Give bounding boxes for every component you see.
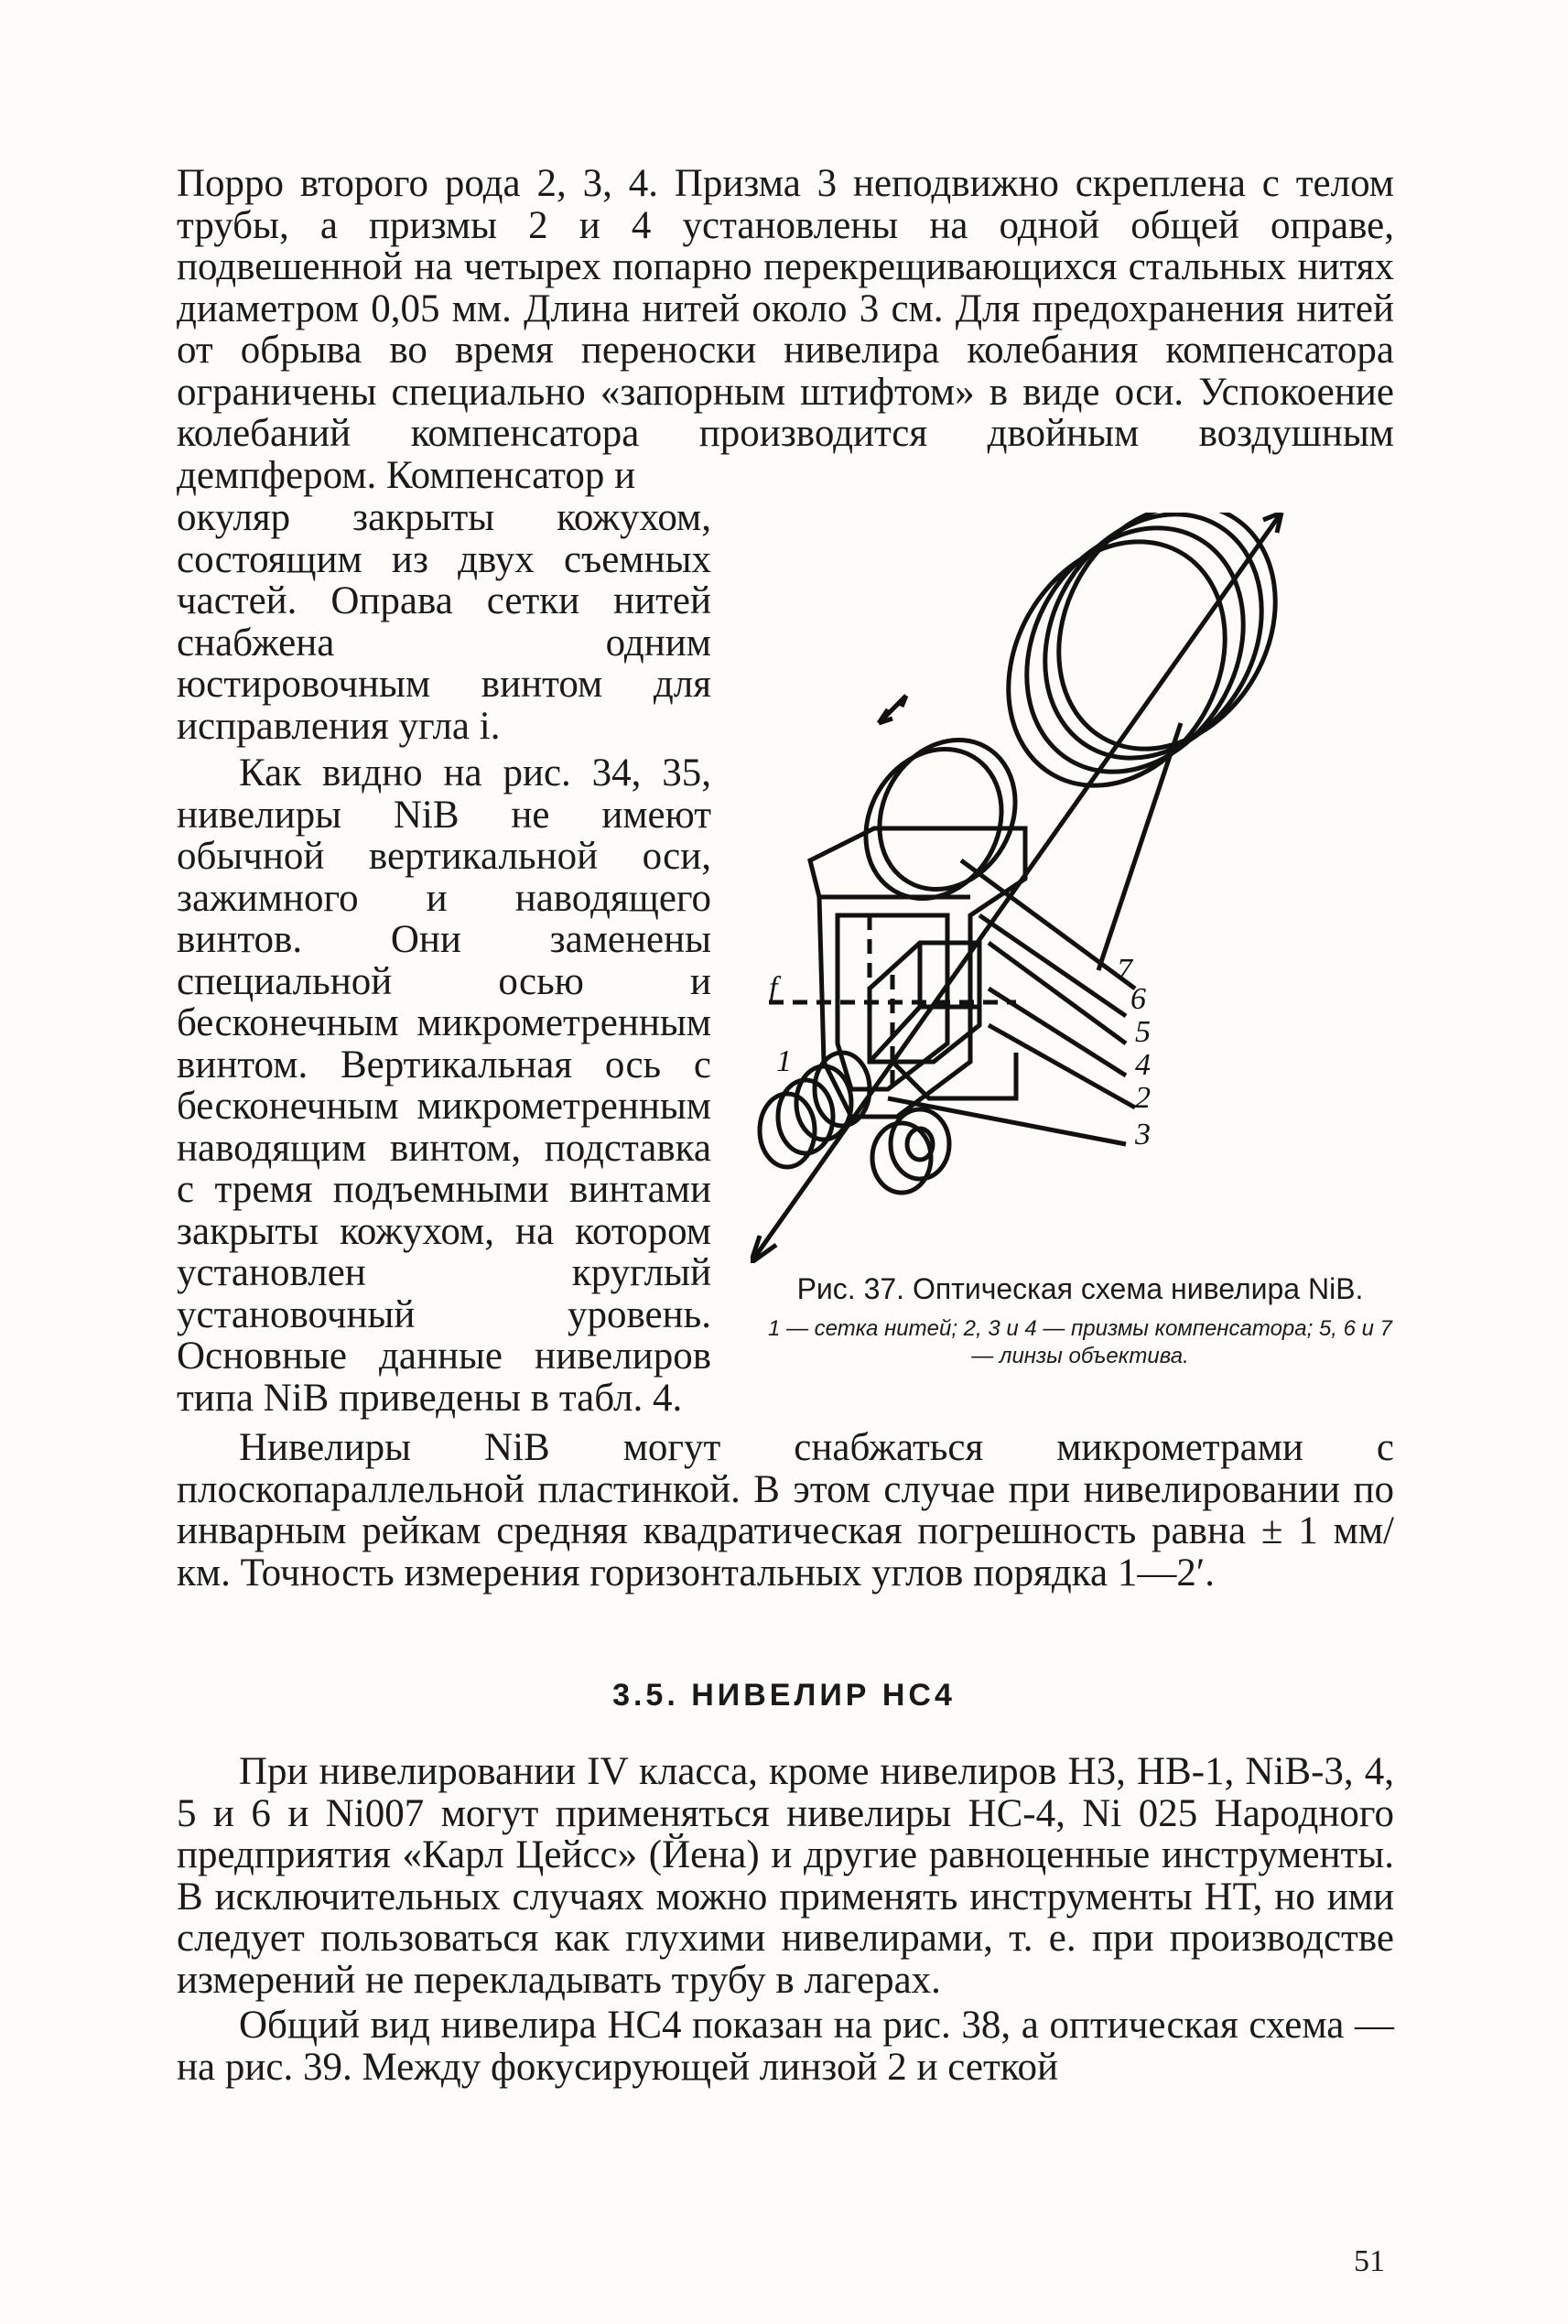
top-paragraph (177, 163, 1394, 496)
top-paragraph-text: Порро второго рода 2, 3, 4. Призма 3 неподвижно скреплена с телом трубы, а призмы 2 и 4 установлены на одной общей оправе, подвешенной на четырех попарно перекрещивающихся стальных нитях диаметром 0,05 мм. Длина нитей около 3 см. Для предохранения нитей от обрыва во время переноски нивелира колебания компенсатора ограничены специально «запорным штифтом» в виде оси. Успокоение колебаний компенсатора производится двойным воздушным демпфером. Компенсатор и (177, 162, 1394, 497)
figure-label-5: 5 (1135, 1015, 1151, 1049)
figure-label-7: 7 (1117, 953, 1132, 987)
figure-label-2: 2 (1135, 1081, 1151, 1115)
section-heading: 3.5. НИВЕЛИР НС4 (612, 1678, 956, 1713)
side-paragraph-2: Как видно на рис. 34, 35, нивелиры NiB не имеют обычной вертикальной оси, зажимного и наводящего винтов. Они заменены специальной осью и бесконечным микрометренным винтом. Вертикальная ось с бесконечным микрометренным наводящим винтом, подставка с тремя подъемными винтами закрыты кожухом, на котором установлен круглый установочный уровень. Основные данные нивелиров типа NiB приведены в табл. 4. (177, 751, 711, 1420)
side-paragraph-1: окуляр закрыты кожухом, состоящим из двух съемных частей. Оправа сетки нитей снабжена одним юстировочным винтом для исправления угла i. (177, 496, 711, 748)
section-paragraph-1: При нивелировании IV класса, кроме нивелиров Н3, НВ-1, NiB-3, 4, 5 и 6 и Ni007 могут применяться нивелиры НС-4, Ni 025 Народного предприятия «Карл Цейсс» (Йена) и другие равноценные инструменты. В исключительных случаях можно применять инструменты НТ, но ими следует пользоваться как глухими нивелирами, т. е. при производстве измерений не перекладывать трубу в лагерах. (177, 1750, 1394, 2002)
figure-caption-title: Рис. 37. Оптическая схема нивелира NiB. (796, 1272, 1364, 1305)
figure-caption-legend: 1 — сетка нитей; 2, 3 и 4 — призмы компенсатора; 5, 6 и 7 — линзы объектива. (767, 1316, 1393, 1368)
section-body (177, 1751, 1394, 2088)
figure-label-4: 4 (1135, 1048, 1151, 1082)
optical-scheme-drawing (751, 513, 1446, 1263)
page-number: 51 (1354, 2244, 1385, 2278)
figure-label-3: 3 (1135, 1118, 1151, 1151)
paragraph-after-figure-text: Нивелиры NiB могут снабжаться микрометрами с плоскопараллельной пластинкой. В этом случае при нивелировании по инварным рейкам средняя квадратическая погрешность равна ± 1 мм/км. Точность измерения горизонтальных углов порядка 1—2′. (177, 1426, 1394, 1594)
figure-label-6: 6 (1130, 982, 1146, 1016)
figure-label-1: 1 (776, 1044, 792, 1078)
figure-label-f: f (769, 971, 778, 1005)
section-paragraph-2: Общий вид нивелира НС4 показан на рис. 38, а оптическая схема — на рис. 39. Между фокусирующей линзой 2 и сеткой (177, 2004, 1394, 2089)
figure-caption (760, 1272, 1400, 1370)
paragraph-after-figure (177, 1427, 1394, 1594)
side-column (177, 497, 711, 1419)
optical-scheme-figure (751, 513, 1446, 1263)
